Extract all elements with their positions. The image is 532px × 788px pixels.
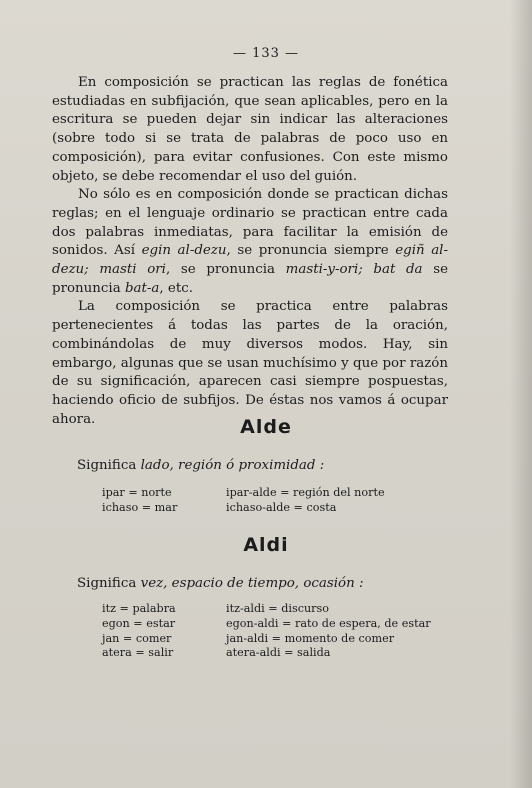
example-row [102,617,432,632]
paragraph-text: La composición se practica entre palabras pertenecientes á todas las partes de la oración, combinándolas de muy diversos modos. Hay, sin embargo, algunas que se usan muchísimo y que por razón de su significación, aparecen casi siempre pospuestas, haciendo oficio de subfijos. De éstas nos vamos á ocupar ahora. [52,299,448,427]
paragraph-composition [52,298,448,429]
section-intro-aldi [77,575,363,593]
example-compound: ipar-alde = región del norte [226,486,385,499]
example-compound: jan-aldi = momento de comer [226,631,395,645]
example-row [102,602,432,617]
section-heading-alde: Alde [240,416,292,438]
section-heading-aldi: Aldi [243,534,289,556]
paragraph-text: En composición se practican las reglas de fonética estudiadas en subfijación, que sean aplicables, pero en la escritura se pueden dejar sin indicar las alteraciones (sobre todo si se trata de palabras de poco uso en composición), para evitar confusiones. Con este mismo objeto, se debe recomendar el uso del guión. [52,75,448,184]
example-row [102,646,432,661]
example-phrase: masti-y-ori; bat da [285,262,423,278]
example-compound: atera-aldi = salida [226,646,331,660]
example-compound: egon-aldi = rato de espera, de estar [226,616,431,630]
example-word: itz = palabra [102,602,176,615]
example-row [102,501,432,516]
intro-label: Significa [77,458,137,473]
page-number: — 133 — [232,46,300,61]
paragraph-text: , se pronuncia siempre [226,243,396,259]
paragraph-text: se pronuncia [52,262,448,296]
example-word: ichaso = mar [102,500,178,514]
paragraph-text: , se pronuncia [165,262,286,278]
paragraph-text: , etc. [159,280,193,296]
paragraph-text: No sólo es en composición donde se practican dichas reglas; en el lenguaje ordinario se practican entre cada dos palabras inmediatas, para facilitar la emisión de sonidos. Así [52,187,448,259]
intro-label: Significa [77,576,137,591]
example-compound: itz-aldi = discurso [226,602,329,615]
paragraph-pronunciation [52,186,448,298]
example-word: egon = estar [102,616,176,630]
example-row [102,486,432,501]
paragraph-orthography [52,74,448,186]
example-phrase: egin al-dezu [141,243,227,259]
example-word: ipar = norte [102,486,172,499]
example-list-aldi [102,602,432,661]
example-row [102,632,432,647]
intro-meaning: lado, región ó proximidad : [140,458,325,473]
body-text [52,74,448,429]
example-compound: ichaso-alde = costa [226,500,337,514]
example-phrase: egiñ al-dezu; masti ori [52,243,448,278]
section-intro-alde [77,457,324,475]
example-phrase: bat-a [124,280,160,296]
example-list-alde [102,486,432,516]
example-word: atera = salir [102,646,174,660]
intro-meaning: vez, espacio de tiempo, ocasión : [140,576,364,591]
example-word: jan = comer [102,631,172,645]
